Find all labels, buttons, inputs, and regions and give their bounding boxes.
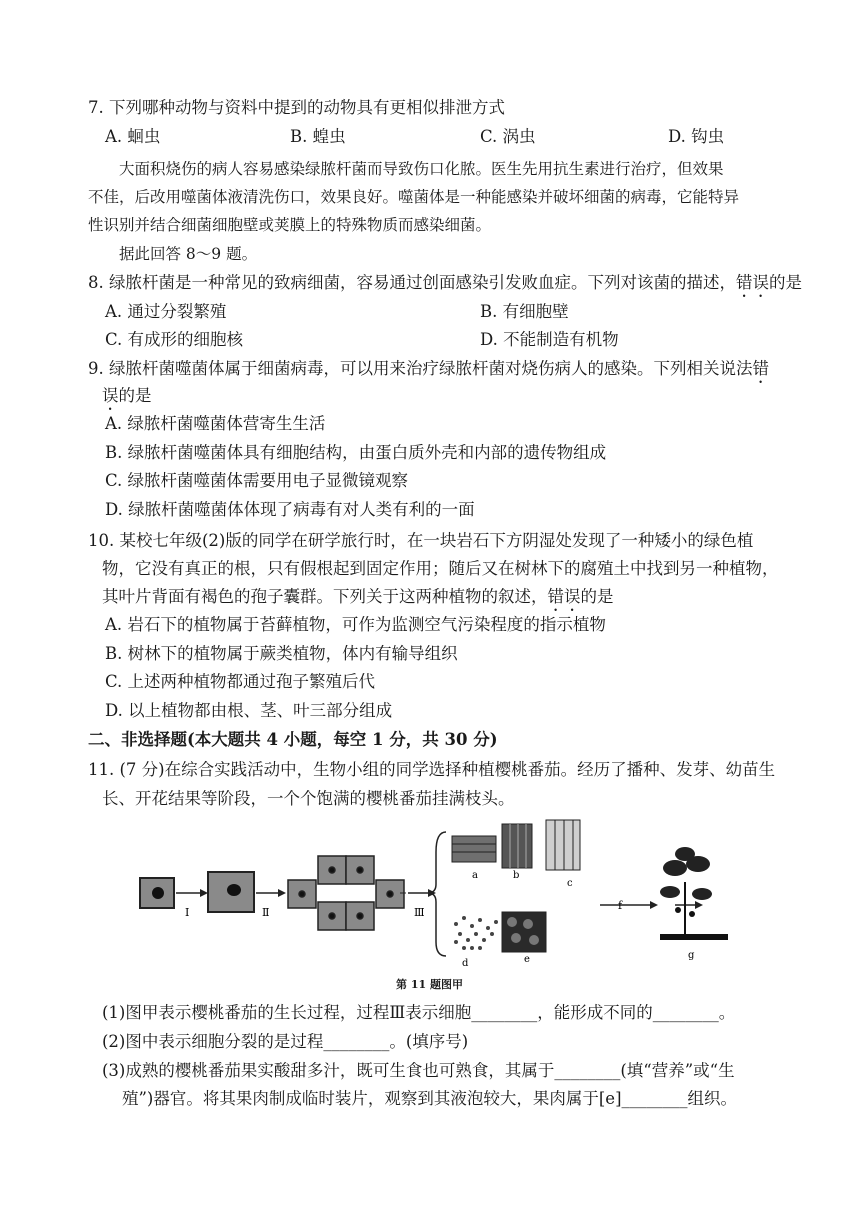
divided-cells	[288, 856, 404, 930]
q9-option-c: C. 绿脓杆菌噬菌体需要用电子显微镜观察	[105, 471, 409, 490]
q7-option-d: D. 钩虫	[668, 127, 725, 146]
tomato-plant	[660, 847, 728, 940]
section-heading: 二、非选择题(本大题共 4 小题，每空 1 分，共 30 分)	[88, 730, 498, 749]
q8-option-d: D. 不能制造有机物	[480, 330, 619, 349]
q10-option-b: B. 树林下的植物属于蕨类植物，体内有输导组织	[105, 644, 458, 663]
tissue-label-a: a	[472, 870, 478, 881]
q10-emphasis: 错误	[547, 587, 581, 606]
process-label-iii: Ⅲ	[414, 906, 425, 919]
q7-stem: 7. 下列哪种动物与资料中提到的动物具有更相似排泄方式	[88, 98, 505, 117]
q10-option-a: A. 岩石下的植物属于苔藓植物，可作为监测空气污染程度的指示植物	[105, 615, 606, 634]
q8-option-b: B. 有细胞壁	[480, 302, 569, 321]
passage-line-1: 大面积烧伤的病人容易感染绿脓杆菌而导致伤口化脓。医生先用抗生素进行治疗，但效果	[119, 160, 724, 178]
tissue-label-d: d	[462, 958, 469, 969]
q9-option-b: B. 绿脓杆菌噬菌体具有细胞结构，由蛋白质外壳和内部的遗传物组成	[105, 443, 607, 462]
tissue-b	[502, 824, 532, 868]
q10-option-d: D. 以上植物都由根、茎、叶三部分组成	[105, 701, 393, 720]
plant-label-g: g	[688, 950, 695, 961]
process-label-i: Ⅰ	[185, 906, 190, 919]
process-label-ii: Ⅱ	[262, 906, 270, 919]
q9-option-a: A. 绿脓杆菌噬菌体营寄生生活	[105, 414, 326, 433]
q8-emphasis: 错误	[736, 273, 769, 292]
tissue-label-b: b	[513, 870, 520, 881]
tissue-a	[452, 836, 496, 862]
passage-instruction: 据此回答 8～9 题。	[119, 245, 258, 263]
q10-stem-line-1: 10. 某校七年级(2)版的同学在研学旅行时，在一块岩石下方阴湿处发现了一种矮小的绿色植	[88, 531, 754, 550]
tissue-e	[502, 912, 546, 952]
process-label-f: f	[618, 899, 623, 912]
q9-stem-cont: 误的是	[102, 386, 152, 405]
brace	[428, 832, 446, 956]
figure-caption: 第 11 题图甲	[396, 978, 463, 991]
q11-stem-line-2: 长、开花结果等阶段，一个个饱满的樱桃番茄挂满枝头。	[102, 789, 515, 808]
q11-sub-2: (2)图中表示细胞分裂的是过程________。(填序号)	[102, 1032, 469, 1051]
q11-sub-3-line-2: 殖”)器官。将其果肉制成临时装片，观察到其液泡较大，果肉属于[e]________组织。	[122, 1089, 738, 1108]
q8-option-c: C. 有成形的细胞核	[105, 330, 244, 349]
grown-cell	[208, 872, 254, 912]
q10-stem-line-2: 物，它没有真正的根，只有假根起到固定作用；随后又在树林下的腐殖土中找到另一种植物，	[102, 559, 779, 578]
q9-emphasis-1: 错	[752, 359, 769, 378]
single-cell-1	[140, 878, 174, 908]
tissue-d	[454, 916, 498, 950]
q11-sub-3-line-1: (3)成熟的樱桃番茄果实酸甜多汁，既可生食也可熟食，其属于________(填“营养”或“生	[102, 1061, 735, 1080]
q8-stem: 8. 绿脓杆菌是一种常见的致病细菌，容易通过创面感染引发败血症。下列对该菌的描述，错误的是	[88, 273, 802, 292]
q9-stem: 9. 绿脓杆菌噬菌体属于细菌病毒，可以用来治疗绿脓杆菌对烧伤病人的感染。下列相关说法错	[88, 359, 769, 378]
tissue-label-e: e	[524, 954, 530, 965]
q8-option-a: A. 通过分裂繁殖	[105, 302, 227, 321]
tissue-c	[546, 820, 580, 870]
q9-option-d: D. 绿脓杆菌噬菌体体现了病毒有对人类有利的一面	[105, 500, 475, 519]
passage-line-2: 不佳，后改用噬菌体液清洗伤口，效果良好。噬菌体是一种能感染并破坏细菌的病毒，它能特异	[88, 188, 740, 206]
q9-emphasis-2: 误	[102, 386, 119, 405]
q10-stem-line-3: 其叶片背面有褐色的孢子囊群。下列关于这两种植物的叙述，错误的是	[102, 587, 614, 606]
q11-stem-line-1: 11. (7 分)在综合实践活动中，生物小组的同学选择种植樱桃番茄。经历了播种、发芽、幼苗生	[88, 760, 776, 779]
q11-sub-1: (1)图甲表示樱桃番茄的生长过程，过程Ⅲ表示细胞________，能形成不同的________。	[102, 1003, 736, 1022]
q10-option-c: C. 上述两种植物都通过孢子繁殖后代	[105, 672, 376, 691]
q7-option-c: C. 涡虫	[480, 127, 536, 146]
figure-11-diagram	[130, 812, 750, 992]
q7-option-b: B. 蝗虫	[290, 127, 346, 146]
q7-option-a: A. 蛔虫	[105, 127, 161, 146]
tissue-label-c: c	[567, 878, 573, 889]
passage-line-3: 性识别并结合细菌细胞壁或荚膜上的特殊物质而感染细菌。	[88, 216, 492, 234]
